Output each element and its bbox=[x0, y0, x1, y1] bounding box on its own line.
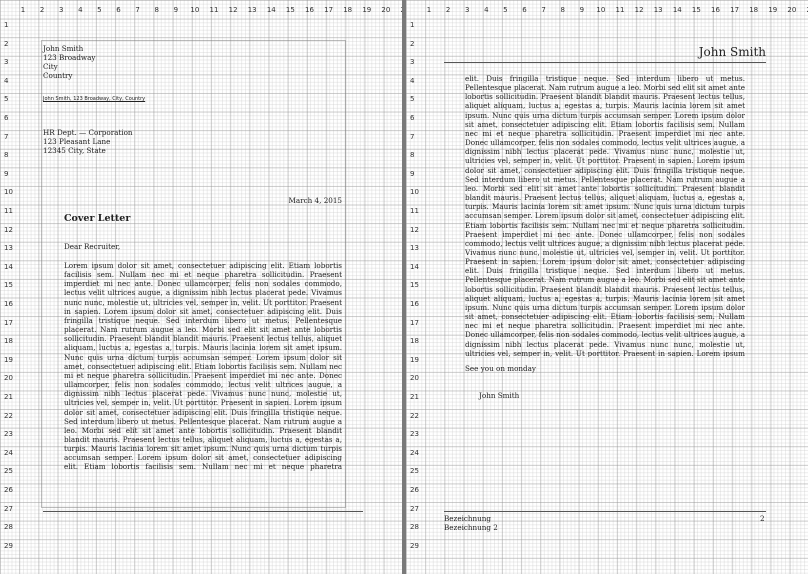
ruler-tick-label: 2 bbox=[445, 6, 451, 14]
ruler-tick-label: 4 bbox=[410, 76, 415, 85]
ruler-tick-label: 17 bbox=[730, 6, 740, 14]
ruler-tick-label: 10 bbox=[410, 188, 419, 197]
ruler-tick-label: 14 bbox=[410, 262, 419, 271]
closing: See you on monday bbox=[465, 364, 536, 373]
ruler-tick-label: 5 bbox=[410, 95, 415, 104]
ruler-tick-label: 18 bbox=[749, 6, 759, 14]
vertical-ruler bbox=[0, 0, 16, 574]
ruler-tick-label: 12 bbox=[228, 6, 238, 14]
ruler-tick-label: 13 bbox=[247, 6, 257, 14]
sender-name: John Smith bbox=[43, 44, 84, 53]
ruler-tick-label: 9 bbox=[579, 6, 585, 14]
footer-line-1: Bezeichnung bbox=[444, 514, 492, 523]
sender-city: City bbox=[43, 62, 58, 71]
ruler-tick-label: 11 bbox=[4, 207, 13, 215]
page-number: 2 bbox=[760, 514, 765, 523]
ruler-tick-label: 7 bbox=[541, 6, 546, 14]
ruler-tick-label: 13 bbox=[653, 6, 663, 14]
ruler-tick-label: 25 bbox=[410, 467, 419, 476]
ruler-tick-label: 14 bbox=[672, 6, 682, 14]
ruler-tick-label: 3 bbox=[4, 58, 9, 67]
ruler-tick-label: 4 bbox=[484, 6, 489, 14]
ruler-tick-label: 3 bbox=[410, 58, 415, 67]
sender-street: 123 Broadway bbox=[43, 53, 96, 62]
ruler-tick-label: 18 bbox=[4, 337, 13, 346]
ruler-tick-label: 17 bbox=[324, 6, 334, 14]
ruler-tick-label: 29 bbox=[4, 541, 13, 550]
salutation: Dear Recruiter, bbox=[64, 242, 121, 251]
ruler-tick-label: 5 bbox=[503, 6, 508, 14]
ruler-tick-label: 26 bbox=[4, 486, 13, 494]
ruler-tick-label: 11 bbox=[615, 6, 625, 14]
ruler-tick-label: 23 bbox=[410, 430, 419, 439]
ruler-tick-label: 11 bbox=[209, 6, 219, 14]
ruler-tick-label: 6 bbox=[522, 6, 527, 14]
ruler-tick-label: 27 bbox=[4, 504, 13, 513]
ruler-tick-label: 7 bbox=[410, 132, 415, 141]
ruler-tick-label: 29 bbox=[410, 541, 419, 550]
sender-country: Country bbox=[43, 71, 73, 80]
ruler-tick-label: 1 bbox=[20, 6, 26, 14]
ruler-tick-label: 7 bbox=[4, 132, 9, 141]
ruler-tick-label: 19 bbox=[410, 355, 419, 364]
ruler-tick-label: 10 bbox=[596, 6, 606, 14]
ruler-tick-label: 3 bbox=[58, 6, 64, 14]
vertical-ruler bbox=[406, 0, 422, 574]
ruler-tick-label: 12 bbox=[634, 6, 644, 14]
ruler-tick-label: 16 bbox=[410, 300, 419, 308]
ruler-tick-label: 22 bbox=[410, 411, 419, 420]
ruler-tick-label: 15 bbox=[4, 281, 13, 290]
ruler-tick-label: 22 bbox=[4, 411, 13, 420]
ruler-tick-label: 17 bbox=[410, 318, 419, 327]
ruler-tick-label: 1 bbox=[426, 6, 432, 14]
ruler-tick-label: 6 bbox=[116, 6, 121, 14]
ruler-tick-label: 24 bbox=[410, 448, 419, 457]
recipient-line-2: 123 Pleasant Lane bbox=[43, 137, 111, 146]
ruler-tick-label bbox=[401, 6, 402, 14]
ruler-tick-label: 24 bbox=[4, 448, 13, 457]
letter-body-page-2 bbox=[465, 74, 745, 357]
header-rule bbox=[444, 62, 766, 63]
ruler-tick-label: 9 bbox=[173, 6, 179, 14]
ruler-tick-label: 4 bbox=[78, 6, 83, 14]
ruler-tick-label: 8 bbox=[4, 151, 9, 160]
ruler-tick-label: 18 bbox=[410, 337, 419, 346]
ruler-tick-label: 18 bbox=[343, 6, 353, 14]
body-paragraph: elit. Duis fringilla tristique neque. Sed interdum libero ut metus. Pellentesque placerat. Nam rutrum augue a leo. Morbi sed elit sit amet ante lobortis sollicitudin. Praesent blandit blandit mauris. Praesent lectus tellus, aliquet aliquam, luctus a, egestas a, turpis. Mauris lacinia lorem sit amet ipsum. Nunc quis urna dictum turpis accumsan semper. Lorem ipsum dolor sit amet, consectetuer adipiscing elit. Etiam lobortis facilisis sem. Nullam nec mi et neque pharetra sollicitudin. Praesent imperdiet mi nec ante. Donec ullamcorper, felis non sodales commodo, lectus velit ultrices augue, a dignissim nibh lectus placerat pede. Vivamus nunc nunc, molestie ut, ultricies vel, semper in, velit. Ut porttitor. Praesent in sapien. Lorem ipsum dolor sit amet, consectetuer adipiscing elit. Duis fringilla tristique neque. Sed interdum libero ut metus. Pellentesque placerat. Nam rutrum augue a leo. Morbi sed elit sit amet ante lobortis sollicitudin. Praesent blandit blandit mauris. Praesent lectus tellus, aliquet aliquam, luctus a, egestas a, turpis. Mauris lacinia lorem sit amet ipsum. Nunc quis urna dictum turpis accumsan semper. Lorem ipsum dolor sit amet, consectetuer adipiscing elit. Etiam lobortis facilisis sem. Nullam nec mi et neque pharetra sollicitudin. Praesent imperdiet mi nec ante. Donec ullamcorper, felis non sodales commodo, lectus velit ultrices augue, a dignissim nibh lectus placerat pede. Vivamus nunc nunc, molestie ut, ultricies vel, semper in, velit. Ut porttitor. Praesent in sapien. Lorem ipsum dolor sit amet, consectetuer adipiscing elit. Duis fringilla tristique neque. Sed interdum libero ut metus. Pellentesque placerat. Nam rutrum augue a leo. Morbi sed elit sit amet ante lobortis sollicitudin. Praesent blandit blandit mauris. Praesent lectus tellus, aliquet aliquam, luctus a, egestas a, turpis. Mauris lacinia lorem sit amet ipsum. Nunc quis urna dictum turpis accumsan semper. Lorem ipsum dolor sit amet, consectetuer adipiscing elit. Etiam lobortis facilisis sem. Nullam nec mi et neque pharetra sollicitudin. Praesent imperdiet mi nec ante. Donec ullamcorper, felis non sodales commodo, lectus velit ultrices augue, a dignissim nibh lectus placerat pede. Vivamus nunc nunc, molestie ut, ultricies vel, semper in, velit. Ut porttitor. Praesent in sapien. Lorem ipsum bbox=[465, 74, 745, 357]
ruler-tick-label: 10 bbox=[190, 6, 200, 14]
ruler-tick-label: 3 bbox=[464, 6, 470, 14]
letter-body-page-1 bbox=[64, 261, 342, 472]
ruler-tick-label: 20 bbox=[381, 6, 391, 14]
ruler-tick-label: 14 bbox=[4, 262, 13, 271]
ruler-tick-label: 16 bbox=[305, 6, 314, 14]
ruler-tick-label: 17 bbox=[4, 318, 13, 327]
ruler-tick-label: 28 bbox=[410, 523, 419, 532]
footer-rule bbox=[444, 511, 766, 512]
ruler-tick-label: 19 bbox=[768, 6, 778, 14]
ruler-tick-label: 12 bbox=[410, 225, 419, 234]
ruler-tick-label: 12 bbox=[4, 225, 13, 234]
ruler-tick-label: 20 bbox=[410, 374, 419, 383]
ruler-tick-label: 1 bbox=[410, 21, 415, 29]
ruler-tick-label: 1 bbox=[4, 21, 9, 29]
ruler-tick-label: 8 bbox=[560, 6, 565, 14]
ruler-tick-label: 13 bbox=[4, 244, 13, 253]
ruler-tick-label: 20 bbox=[787, 6, 797, 14]
ruler-tick-label: 16 bbox=[4, 300, 13, 308]
ruler-tick-label: 25 bbox=[4, 467, 13, 476]
signature: John Smith bbox=[479, 391, 520, 400]
ruler-tick-label: 26 bbox=[410, 486, 419, 494]
ruler-tick-label: 23 bbox=[4, 430, 13, 439]
recipient-line-3: 12345 City, State bbox=[43, 146, 106, 155]
ruler-tick-label: 21 bbox=[4, 393, 13, 401]
ruler-tick-label: 15 bbox=[285, 6, 295, 14]
body-paragraph: Lorem ipsum dolor sit amet, consectetuer adipiscing elit. Etiam lobortis facilisis sem. Nullam nec mi et neque pharetra sollicitudin. Praesent imperdiet mi nec ante. Donec ullamcorper, felis non sodales commodo, lectus velit ultrices augue, a dignissim nibh lectus placerat pede. Vivamus nunc nunc, molestie ut, ultricies vel, semper in, velit. Ut porttitor. Praesent in sapien. Lorem ipsum dolor sit amet, consectetuer adipiscing elit. Duis fringilla tristique neque. Sed interdum libero ut metus. Pellentesque placerat. Nam rutrum augue a leo. Morbi sed elit sit amet ante lobortis sollicitudin. Praesent blandit blandit mauris. Praesent lectus tellus, aliquet aliquam, luctus a, egestas a, turpis. Mauris lacinia lorem sit amet ipsum. Nunc quis urna dictum turpis accumsan semper. Lorem ipsum dolor sit amet, consectetuer adipiscing elit. Etiam lobortis facilisis sem. Nullam nec mi et neque pharetra sollicitudin. Praesent imperdiet mi nec ante. Donec ullamcorper, felis non sodales commodo, lectus velit ultrices augue, a dignissim nibh lectus placerat pede. Vivamus nunc nunc, molestie ut, ultricies vel, semper in, velit. Ut porttitor. Praesent in sapien. Lorem ipsum dolor sit amet, consectetuer adipiscing elit. Duis fringilla tristique neque. Sed interdum libero ut metus. Pellentesque placerat. Nam rutrum augue a leo. Morbi sed elit sit amet ante lobortis sollicitudin. Praesent blandit blandit mauris. Praesent lectus tellus, aliquet aliquam, luctus a, egestas a, turpis. Mauris lacinia lorem sit amet ipsum. Nunc quis urna dictum turpis accumsan semper. Lorem ipsum dolor sit amet, consectetuer adipiscing elit. Etiam lobortis facilisis sem. Nullam nec mi et neque pharetra bbox=[64, 261, 342, 472]
ruler-tick-label: 2 bbox=[4, 39, 9, 48]
ruler-tick-label: 20 bbox=[4, 374, 13, 383]
ruler-tick-label: 8 bbox=[154, 6, 159, 14]
ruler-tick-label: 4 bbox=[4, 76, 9, 85]
letter-subject: Cover Letter bbox=[64, 213, 131, 224]
ruler-tick-label: 2 bbox=[39, 6, 45, 14]
header-name: John Smith bbox=[698, 45, 766, 59]
ruler-tick-label: 5 bbox=[4, 95, 9, 104]
ruler-tick-label: 21 bbox=[410, 393, 419, 401]
letter-date: March 4, 2015 bbox=[288, 196, 342, 205]
ruler-tick-label: 9 bbox=[410, 169, 415, 178]
footer-line-2: Bezeichnung 2 bbox=[444, 523, 498, 532]
horizontal-ruler bbox=[0, 0, 402, 16]
ruler-tick-label: 19 bbox=[362, 6, 372, 14]
letter-page-1 bbox=[0, 0, 402, 574]
ruler-tick-label: 14 bbox=[266, 6, 276, 14]
ruler-tick-label: 7 bbox=[135, 6, 140, 14]
return-address: John Smith, 123 Broadway, City, Country bbox=[43, 96, 146, 102]
footer-rule bbox=[43, 511, 363, 512]
ruler-tick-label: 8 bbox=[410, 151, 415, 160]
ruler-tick-label: 19 bbox=[4, 355, 13, 364]
ruler-tick-label: 16 bbox=[711, 6, 720, 14]
letter-page-2 bbox=[406, 0, 808, 574]
ruler-tick-label: 15 bbox=[691, 6, 701, 14]
ruler-tick-label: 6 bbox=[4, 114, 9, 122]
horizontal-ruler bbox=[406, 0, 808, 16]
ruler-tick-label: 27 bbox=[410, 504, 419, 513]
ruler-tick-label: 13 bbox=[410, 244, 419, 253]
ruler-tick-label: 10 bbox=[4, 188, 13, 197]
ruler-tick-label: 9 bbox=[4, 169, 9, 178]
ruler-tick-label: 15 bbox=[410, 281, 419, 290]
ruler-tick-label: 5 bbox=[97, 6, 102, 14]
ruler-tick-label: 6 bbox=[410, 114, 415, 122]
ruler-tick-label: 28 bbox=[4, 523, 13, 532]
ruler-tick-label: 11 bbox=[410, 207, 419, 215]
ruler-tick-label: 2 bbox=[410, 39, 415, 48]
recipient-line-1: HR Dept. — Corporation bbox=[43, 128, 133, 137]
